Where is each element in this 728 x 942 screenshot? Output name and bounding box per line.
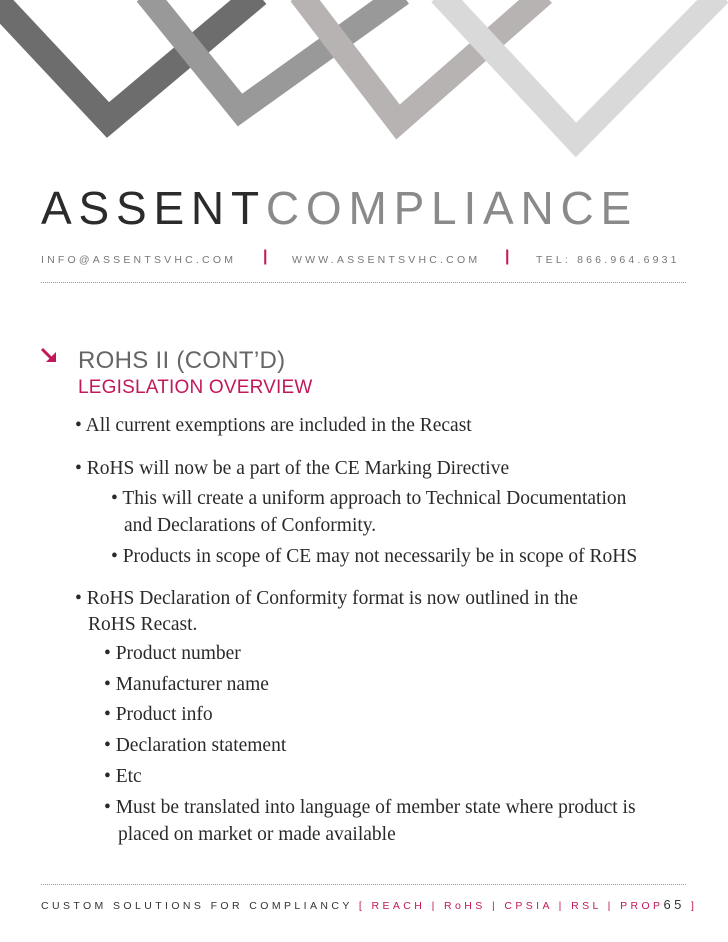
footer-tagline	[41, 897, 697, 912]
footer-categories: [ REACH | RoHS | CPSIA | RSL | PROP	[358, 900, 664, 912]
arrow-down-right-icon	[40, 346, 60, 366]
list-item: • Declaration statement	[104, 735, 287, 756]
brand-name-part2: COMPLIANCE	[265, 182, 639, 234]
contact-website[interactable]: WWW.ASSENTSVHC.COM	[292, 254, 481, 266]
list-item: • Must be translated into language of member state where product is	[104, 797, 636, 818]
list-item: • Product number	[104, 643, 241, 664]
footer-tagline-text: CUSTOM SOLUTIONS FOR COMPLIANCY	[41, 900, 353, 912]
list-item: • This will create a uniform approach to Technical Documentation	[111, 488, 627, 509]
contact-email[interactable]: INFO@ASSENTSVHC.COM	[41, 254, 237, 266]
contact-separator: |	[263, 248, 268, 265]
contact-phone: TEL: 866.964.6931	[536, 254, 680, 266]
list-item-continuation: RoHS Recast.	[88, 614, 198, 635]
footer-divider	[41, 884, 686, 885]
brand-logo	[41, 182, 639, 234]
list-item-continuation: placed on market or made available	[118, 824, 396, 845]
brand-name-part1: ASSENT	[41, 182, 266, 234]
section-subheading: LEGISLATION OVERVIEW	[78, 377, 313, 398]
list-item: • Etc	[104, 766, 142, 787]
footer-prop-number: 65	[663, 897, 685, 912]
list-item: • Manufacturer name	[104, 674, 269, 695]
footer-bracket-close: ]	[684, 900, 698, 912]
brand-zigzag-graphic	[0, 0, 728, 160]
header-divider	[41, 282, 686, 283]
section-heading: ROHS II (CONT’D)	[78, 347, 286, 374]
contact-separator: |	[505, 248, 510, 265]
list-item: • Product info	[104, 704, 213, 725]
list-item: • RoHS Declaration of Conformity format is now outlined in the	[75, 588, 578, 609]
list-item: • RoHS will now be a part of the CE Marking Directive	[75, 458, 510, 479]
list-item: • Products in scope of CE may not necessarily be in scope of RoHS	[111, 546, 638, 567]
list-item-continuation: and Declarations of Conformity.	[124, 515, 377, 536]
list-item: • All current exemptions are included in the Recast	[75, 415, 472, 436]
